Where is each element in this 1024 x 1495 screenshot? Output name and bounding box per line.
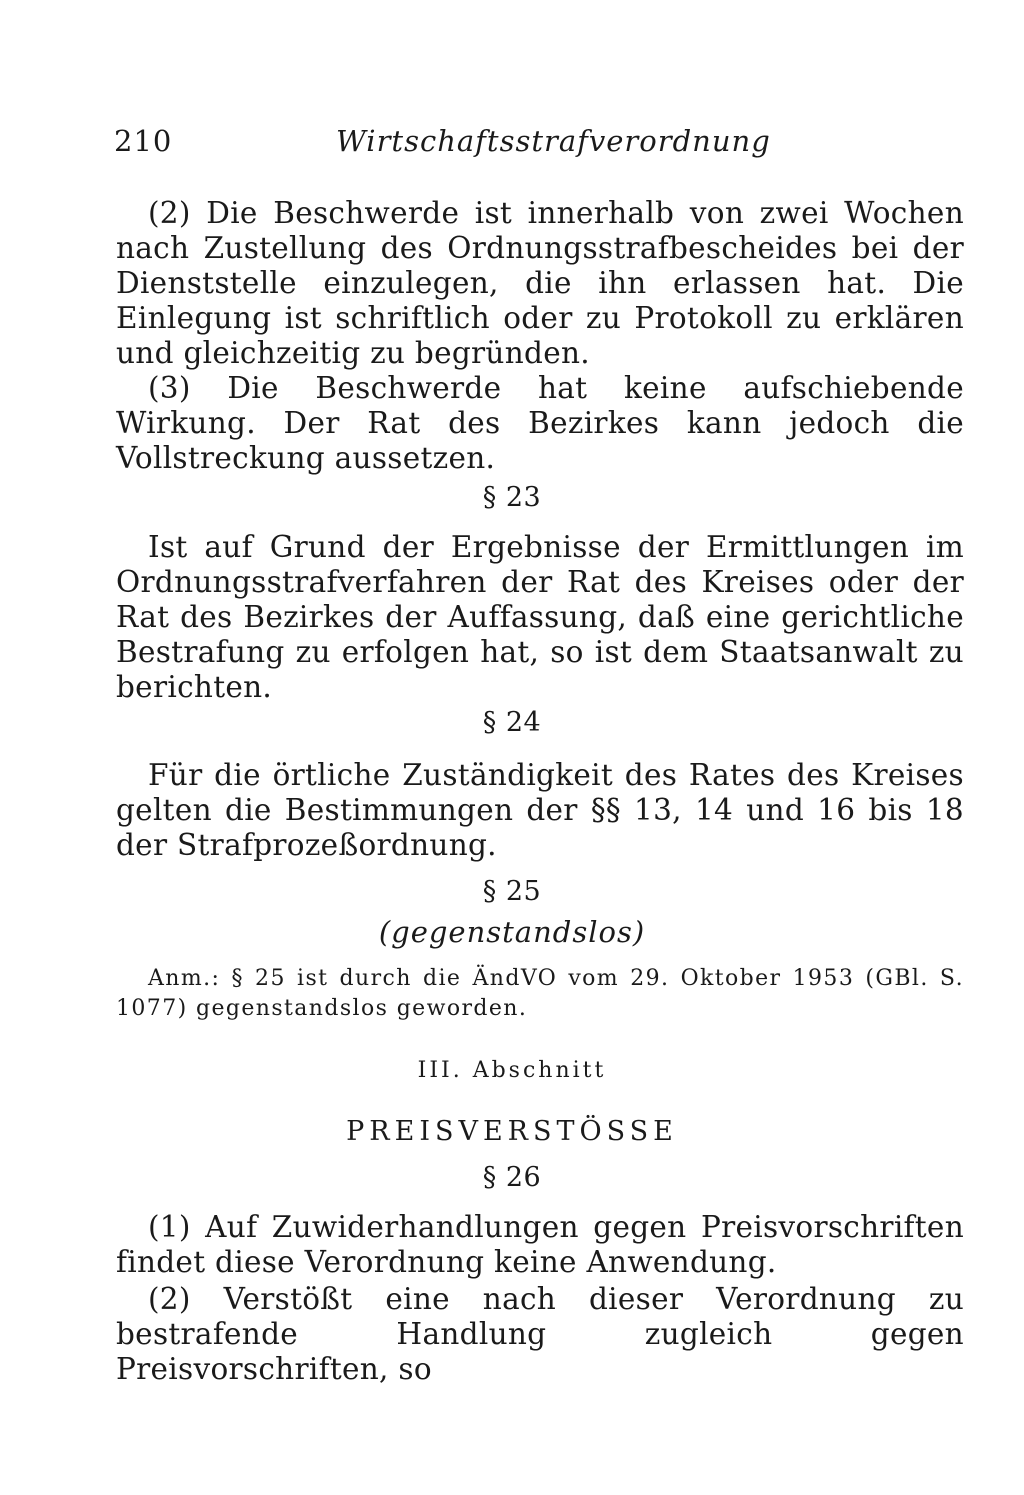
section-23-text: Ist auf Grund der Ergebnisse der Ermittlungen im Ordnungsstrafverfahren der Rat des Kreises oder der Rat des Bezirkes der Auffassung, daß eine gerichtliche Bestrafung zu erfolgen hat, so ist dem Staatsanwalt zu berichten. bbox=[116, 530, 964, 704]
section-heading-26: § 26 bbox=[482, 1162, 542, 1193]
section-heading-23: § 23 bbox=[482, 482, 542, 513]
section-26-paragraph-2: (2) Verstößt eine nach dieser Verordnung zu bestrafende Handlung zugleich gegen Preisvorschriften, so bbox=[116, 1282, 964, 1386]
paragraph-2-beschwerde: (2) Die Beschwerde ist innerhalb von zwei Wochen nach Zustellung des Ordnungsstrafbescheides bei der Dienststelle einzulegen, die ihn erlassen hat. Die Einlegung ist schriftlich oder zu Protokoll zu erklären und gleichzeitig zu begründen. bbox=[116, 196, 964, 370]
chapter-title: PREISVERSTÖSSE bbox=[346, 1116, 678, 1147]
section-25-status: (gegenstandslos) bbox=[378, 915, 646, 949]
paragraph-3-beschwerde: (3) Die Beschwerde hat keine aufschiebende Wirkung. Der Rat des Bezirkes kann jedoch die Vollstreckung aussetzen. bbox=[116, 371, 964, 475]
page-number: 210 bbox=[114, 124, 173, 158]
chapter-label: III. Abschnitt bbox=[417, 1058, 607, 1083]
running-title: Wirtschaftsstrafverordnung bbox=[336, 124, 771, 158]
section-24-text: Für die örtliche Zuständigkeit des Rates des Kreises gelten die Bestimmungen der §§ 13, 14 und 16 bis 18 der Strafprozeßordnung. bbox=[116, 758, 964, 862]
section-25-annotation: Anm.: § 25 ist durch die ÄndVO vom 29. Oktober 1953 (GBl. S. 1077) gegenstandslos geworden. bbox=[116, 966, 964, 1021]
page-header bbox=[114, 124, 974, 164]
section-heading-24: § 24 bbox=[482, 707, 542, 738]
section-26-paragraph-1: (1) Auf Zuwiderhandlungen gegen Preisvorschriften findet diese Verordnung keine Anwendung. bbox=[116, 1210, 964, 1279]
section-heading-25: § 25 bbox=[482, 876, 542, 907]
